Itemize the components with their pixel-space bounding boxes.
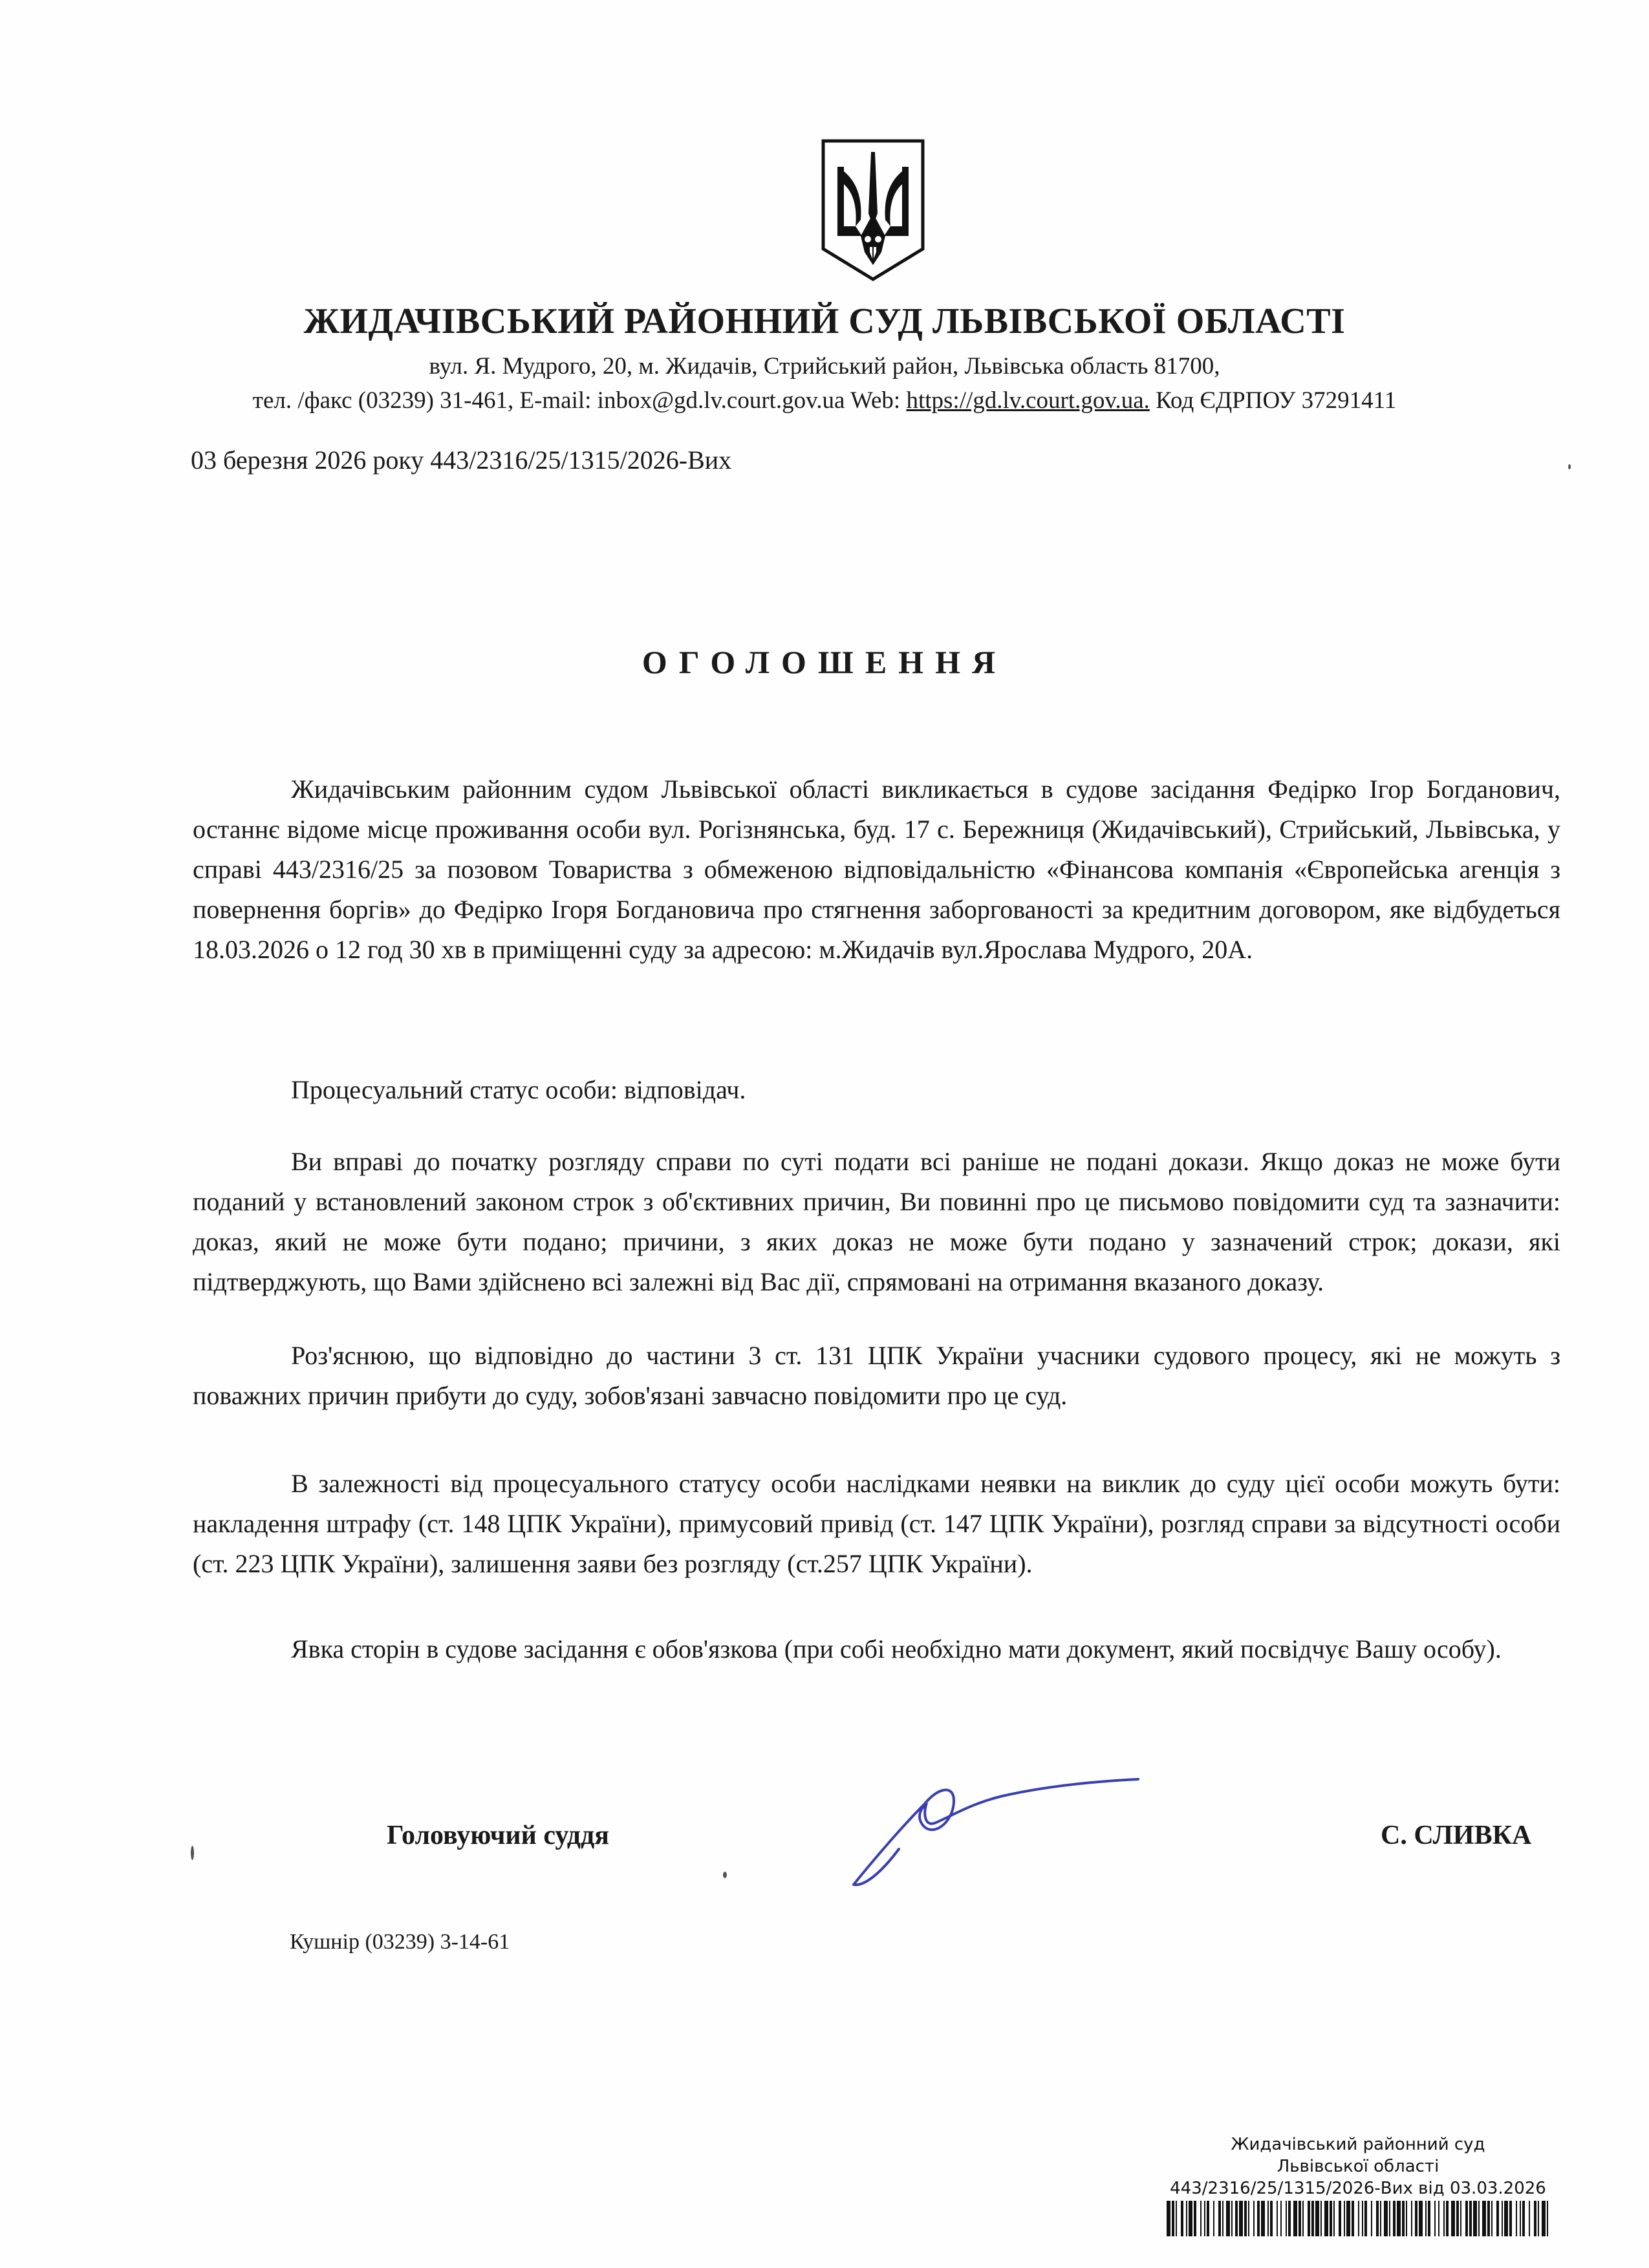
barcode-bar (1504, 2201, 1508, 2236)
court-name: ЖИДАЧІВСЬКИЙ РАЙОННИЙ СУД ЛЬВІВСЬКОЇ ОБЛАСТІ (303, 301, 1346, 341)
contacts-suffix: Код ЄДРПОУ 37291411 (1149, 387, 1397, 414)
barcode-bar (1286, 2201, 1287, 2236)
barcode-bar (1380, 2201, 1381, 2236)
paragraph-evidence (193, 1142, 1560, 1302)
paragraph-text: Процесуальний статус особи: відповідач. (291, 1075, 746, 1104)
barcode-bar (1222, 2201, 1223, 2236)
barcode-bar (1415, 2201, 1417, 2236)
barcode-bar (1371, 2201, 1372, 2236)
document-title: ОГОЛОШЕННЯ (641, 644, 1008, 680)
barcode-bar (1315, 2201, 1319, 2236)
barcode-bar (1384, 2201, 1388, 2236)
barcode-bar (1522, 2201, 1525, 2236)
paragraph-consequences (193, 1464, 1560, 1584)
paragraph-text: Жидачівським районним судом Львівської області викликається в судове засідання Федірко Ігор Богданович, останнє відоме місце проживання особи вул. Рогізнянська, буд. 17 с. Бережниця (Жидачівський), Стрийський, Львівська, у справі 443/2316/25 за позовом Товариства з обмеженою відповідальністю «Фінансова компанія «Європейська агенція з повернення боргів» до Федірко Ігоря Богдановича про стягнення заборгованості за кредитним договором, яке відбудеться 18.03.2026 о 12 год 30 хв в приміщенні суду за адресою: м.Жидачів вул.Ярослава Мудрого, 20А. (193, 775, 1560, 964)
barcode-bar (1346, 2201, 1350, 2236)
barcode-bar (1176, 2201, 1177, 2236)
barcode-bar (1509, 2201, 1512, 2236)
scan-artifact (1568, 464, 1571, 469)
stamp-court-line: Жидачівський районний суд (1231, 2135, 1485, 2154)
barcode-bar (1397, 2201, 1401, 2236)
stamp-region-line: Львівської області (1277, 2157, 1439, 2176)
barcode-bar (1446, 2201, 1449, 2236)
barcode-bar (1542, 2201, 1546, 2236)
barcode-bar (1491, 2201, 1493, 2236)
executor-contact: Кушнір (03239) 3-14-61 (290, 1930, 510, 1954)
barcode-bar (1235, 2201, 1238, 2236)
barcode-bar (1288, 2201, 1291, 2236)
barcode-bar (1181, 2201, 1183, 2236)
barcode-bar (1482, 2201, 1486, 2236)
barcode-bar (1311, 2201, 1314, 2236)
barcode-bar (1280, 2201, 1282, 2236)
barcode-bar (1516, 2201, 1517, 2236)
barcode-bar (1419, 2201, 1423, 2236)
barcode-bar (1428, 2201, 1430, 2236)
judge-name: С. СЛИВКА (1381, 1821, 1532, 1850)
registration-stamp (1099, 2134, 1617, 2236)
barcode-bar (1389, 2201, 1390, 2236)
barcode-bar (1218, 2201, 1221, 2236)
barcode-bar (1324, 2201, 1328, 2236)
barcode-bar (1257, 2201, 1260, 2236)
barcode-bar (1200, 2201, 1202, 2236)
barcode-bar (1308, 2201, 1310, 2236)
court-contacts (0, 387, 1649, 414)
barcode-bar (1261, 2201, 1265, 2236)
judge-role: Головуючий суддя (387, 1821, 609, 1850)
barcode-bar (1364, 2201, 1367, 2236)
barcode-bar (1207, 2201, 1209, 2236)
paragraph-text: Явка сторін в судове засідання є обов'язкова (при собі необхідно мати документ, який посвідчує Вашу особу). (291, 1634, 1502, 1664)
barcode-bar (1520, 2201, 1521, 2236)
barcode-bar (1239, 2201, 1243, 2236)
paragraph-procedural-status (193, 1070, 1560, 1110)
barcode-bar (1469, 2201, 1472, 2236)
barcode-bar (1352, 2201, 1354, 2236)
barcode-bar (1344, 2201, 1345, 2236)
scan-artifact (723, 1872, 727, 1878)
barcode-bar (1534, 2201, 1536, 2236)
barcode-bar (1460, 2201, 1461, 2236)
barcode-bar (1443, 2201, 1445, 2236)
barcode-bar (1393, 2201, 1396, 2236)
outgoing-date-number: 03 березня 2026 року 443/2316/25/1315/2026-Вих (191, 445, 732, 475)
barcode-icon (1164, 2201, 1552, 2236)
paragraph-summons (193, 769, 1560, 970)
barcode-bar (1330, 2201, 1332, 2236)
barcode-bar (1411, 2201, 1412, 2236)
barcode-bar (1320, 2201, 1322, 2236)
barcode-bar (1277, 2201, 1278, 2236)
barcode-bar (1244, 2201, 1247, 2236)
contacts-prefix: тел. /факс (03239) 31-461, E-mail: inbox@gd.lv.court.gov.ua Web: (252, 387, 907, 414)
barcode-bar (1547, 2201, 1548, 2236)
barcode-bar (1333, 2201, 1335, 2236)
paragraph-text: В залежності від процесуального статусу особи наслідками неявки на виклик до суду цієї особи можуть бути: накладення штрафу (ст. 148 ЦПК України), примусовий привід (ст. 147 ЦПК України), розгляд справи за відсутності особи (ст. 223 ЦПК України), залишення заяви без розгляду (ст.257 ЦПК України). (193, 1469, 1560, 1578)
stamp-number-line: 443/2316/25/1315/2026-Вих від 03.03.2026 (1170, 2179, 1546, 2198)
paragraph-notice-obligation (193, 1336, 1560, 1416)
barcode-bar (1189, 2201, 1192, 2236)
barcode-bar (1204, 2201, 1205, 2236)
barcode-bar (1299, 2201, 1301, 2236)
barcode-bar (1496, 2201, 1499, 2236)
court-address: вул. Я. Мудрого, 20, м. Жидачів, Стрийський район, Львівська область 81700, (429, 353, 1220, 380)
barcode-bar (1406, 2201, 1407, 2236)
barcode-bar (1339, 2201, 1341, 2236)
barcode-bar (1425, 2201, 1427, 2236)
barcode-bar (1376, 2201, 1379, 2236)
barcode-bar (1538, 2201, 1539, 2236)
barcode-bar (1270, 2201, 1273, 2236)
paragraph-text: Ви вправі до початку розгляду справи по суті подати всі раніше не подані докази. Якщо доказ не може бути поданий у встановлений законом строк з об'єктивних причин, Ви повинні про це письмово повідомити суд та зазначити: доказ, який не може бути подано; причини, з яких доказ не може бути подано у зазначений строк; докази, які підтверджують, що Вами здійснено всі залежні від Вас дії, спрямовані на отримання вказаного доказу. (193, 1147, 1560, 1296)
barcode-bar (1226, 2201, 1230, 2236)
barcode-bar (1362, 2201, 1363, 2236)
trident-emblem-icon (818, 136, 928, 284)
barcode-bar (1487, 2201, 1490, 2236)
barcode-bar (1167, 2201, 1170, 2236)
barcode-bar (1502, 2201, 1503, 2236)
barcode-bar (1231, 2201, 1233, 2236)
barcode-bar (1186, 2201, 1187, 2236)
signature-block (0, 1810, 1649, 1888)
barcode-bar (1529, 2201, 1530, 2236)
barcode-bar (1302, 2201, 1304, 2236)
barcode-bar (1293, 2201, 1297, 2236)
barcode-bar (1253, 2201, 1255, 2236)
barcode-bar (1473, 2201, 1477, 2236)
barcode-bar (1465, 2201, 1468, 2236)
scan-artifact (191, 1846, 194, 1860)
barcode-bar (1213, 2201, 1214, 2236)
barcode-bar (1402, 2201, 1405, 2236)
barcode-bar (1478, 2201, 1480, 2236)
barcode-bar (1358, 2201, 1359, 2236)
paragraph-attendance (193, 1629, 1560, 1669)
barcode-bar (1456, 2201, 1459, 2236)
barcode-bar (1451, 2201, 1455, 2236)
website-link[interactable]: https://gd.lv.court.gov.ua. (906, 387, 1150, 414)
barcode-bar (1267, 2201, 1269, 2236)
barcode-bar (1194, 2201, 1196, 2236)
paragraph-text: Роз'яснюю, що відповідно до частини 3 ст. 131 ЦПК України учасники судового процесу, які не можуть з поважних причин прибути до суду, зобов'язані завчасно повідомити про це суд. (193, 1341, 1560, 1410)
handwritten-signature-icon (841, 1778, 1229, 1894)
barcode-bar (1438, 2201, 1439, 2236)
barcode-bar (1248, 2201, 1249, 2236)
barcode-bar (1434, 2201, 1436, 2236)
barcode-bar (1172, 2201, 1174, 2236)
